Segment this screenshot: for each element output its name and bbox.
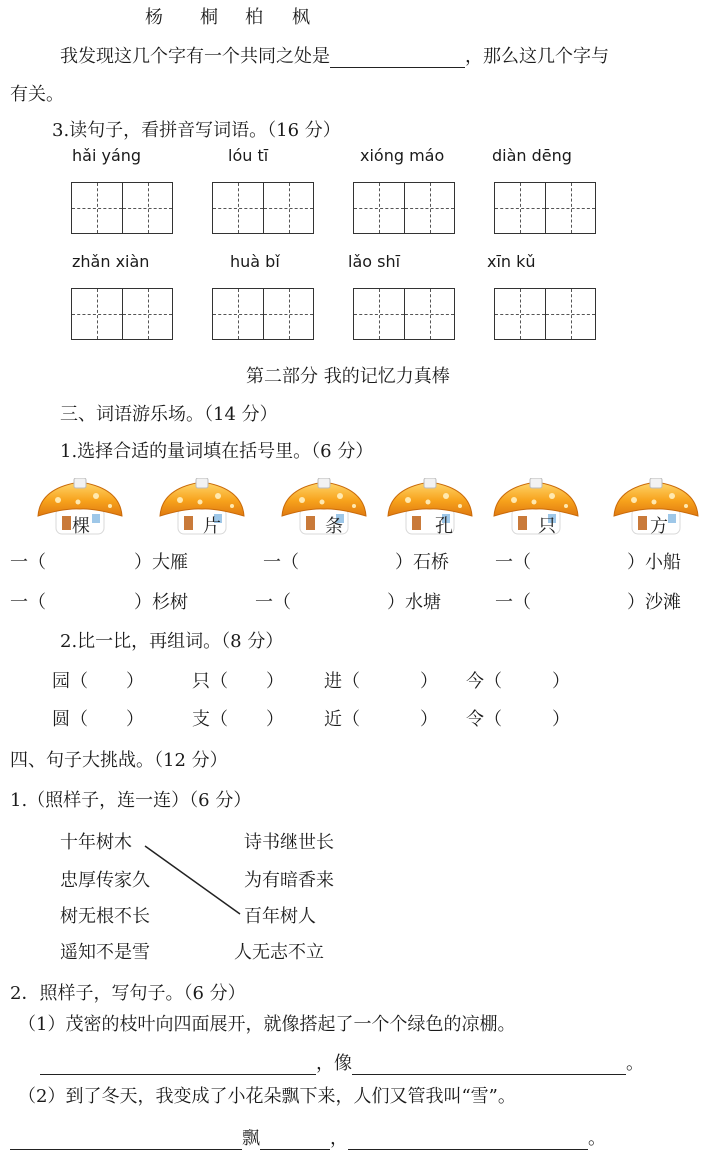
pinyin: xióng máo [360, 146, 445, 165]
top-char: 桐 [200, 7, 218, 28]
pinyin: lóu tī [228, 146, 269, 165]
pinyin: huà bǐ [230, 252, 280, 271]
pinyin: zhǎn xiàn [72, 252, 150, 271]
compare-item[interactable]: 今（ ） [466, 671, 570, 692]
part2-title: 第二部分 我的记忆力真棒 [246, 366, 450, 387]
fill-item[interactable]: 一（ ）沙滩 [495, 592, 681, 613]
top-char: 柏 [245, 7, 263, 28]
measure-word: 方 [650, 516, 668, 537]
q3-title: 3.读句子，看拼音写词语。（16 分） [52, 120, 341, 141]
q2-title: 2.比一比，再组词。（8 分） [60, 631, 284, 652]
measure-word: 孔 [435, 516, 453, 537]
s2-title: 2．照样子，写句子。（6 分） [10, 983, 246, 1004]
example-sentence-1: （1）茂密的枝叶向四面展开，就像搭起了一个个绿色的凉棚。 [18, 1014, 516, 1035]
fill-item[interactable]: 一（ ）石桥 [263, 552, 449, 573]
pinyin: hǎi yáng [72, 146, 142, 165]
found-text-before: 我发现这几个字有一个共同之处是 [60, 46, 330, 67]
pinyin: diàn dēng [492, 146, 572, 165]
top-char: 枫 [292, 7, 310, 28]
compare-item[interactable]: 园（ ） [52, 671, 144, 692]
measure-word: 棵 [72, 516, 90, 537]
top-char: 杨 [145, 7, 163, 28]
measure-word: 片 [203, 516, 221, 537]
sec4-title: 四、句子大挑战。（12 分） [10, 750, 228, 771]
compare-item[interactable]: 圆（ ） [52, 709, 144, 730]
measure-word: 只 [538, 516, 556, 537]
compare-item[interactable]: 令（ ） [466, 709, 570, 730]
fill-item[interactable]: 一（ ）大雁 [10, 552, 188, 573]
match-right-item[interactable]: 为有暗香来 [244, 870, 334, 891]
pinyin: xīn kǔ [487, 252, 536, 271]
fill-item[interactable]: 一（ ）小船 [495, 552, 681, 573]
fill-item[interactable]: 一（ ）杉树 [10, 592, 188, 613]
compare-item[interactable]: 支（ ） [192, 709, 284, 730]
found-text-after: ，那么这几个字与 [465, 46, 609, 67]
match-left-item[interactable]: 树无根不长 [60, 906, 150, 927]
pinyin: lǎo shī [348, 252, 401, 271]
match-right-item[interactable]: 百年树人 [244, 906, 316, 927]
match-left-item[interactable]: 十年树木 [60, 832, 132, 853]
match-left-item[interactable]: 忠厚传家久 [60, 870, 150, 891]
match-right-item[interactable]: 诗书继世长 [244, 832, 334, 853]
example-sentence-2: （2）到了冬天，我变成了小花朵飘下来，人们又管我叫“雪”。 [18, 1086, 516, 1107]
compare-item[interactable]: 近（ ） [324, 709, 438, 730]
found-line-cont: 有关。 [10, 84, 64, 105]
answer-line-2[interactable]: 飘 ， 。 [10, 1128, 606, 1150]
answer-line-1[interactable]: ，像 。 [40, 1053, 644, 1075]
measure-word: 条 [325, 516, 343, 537]
match-right-item[interactable]: 人无志不立 [234, 942, 324, 963]
s1-title: 1.（照样子，连一连）（6 分） [10, 790, 252, 811]
fill-item[interactable]: 一（ ）水塘 [255, 592, 441, 613]
compare-item[interactable]: 进（ ） [324, 671, 438, 692]
sec3-title: 三、词语游乐场。（14 分） [60, 404, 278, 425]
compare-item[interactable]: 只（ ） [192, 671, 284, 692]
q1-title: 1.选择合适的量词填在括号里。（6 分） [60, 441, 374, 462]
match-left-item[interactable]: 遥知不是雪 [60, 942, 150, 963]
